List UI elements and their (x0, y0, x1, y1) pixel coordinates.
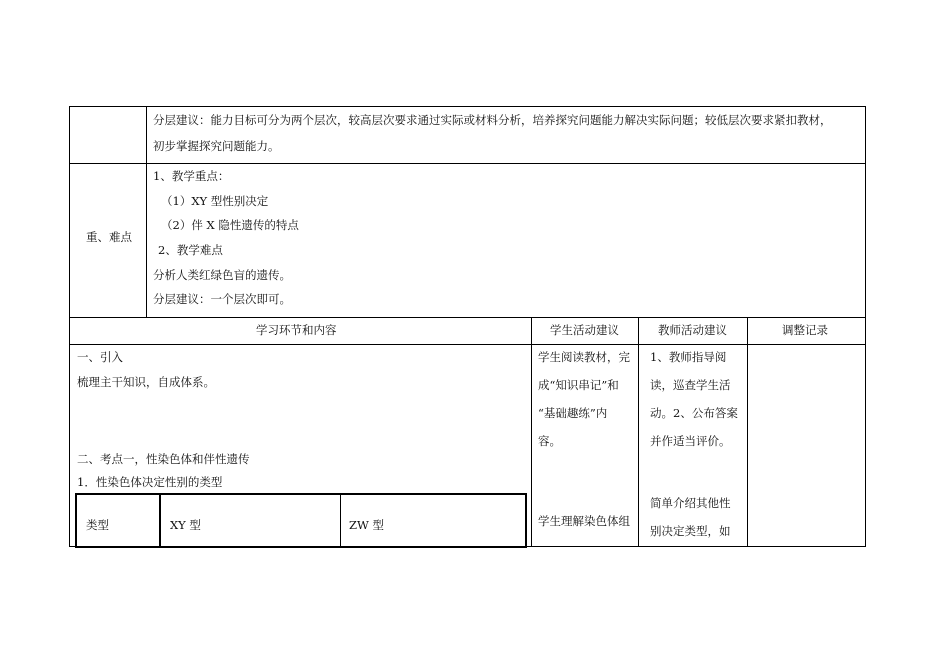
table-border-left (69, 106, 70, 547)
inner-table-type-label: 类型 (86, 518, 109, 532)
key-points-label: 重、难点 (86, 230, 132, 244)
label-column-divider (146, 106, 147, 317)
student-activity-line: 容。 (538, 434, 561, 448)
layer-suggestion-line1: 分层建议：能力目标可分为两个层次，较高层次要求通过实际或材料分析，培养探究问题能力解决实际问题；较低层次要求紧扣教材， (153, 113, 832, 127)
intro-title: 一、引入 (77, 350, 123, 364)
inner-table (75, 493, 527, 548)
student-activity-line: 成“知识串记”和 (538, 378, 619, 392)
column-divider-record (747, 317, 748, 546)
header-student: 学生活动建议 (550, 323, 619, 337)
student-activity-line-bottom: 学生理解染色体组 (538, 514, 630, 528)
difficult-point-item: 分析人类红绿色盲的遗传。 (153, 268, 291, 282)
teacher-activity-line: 动。2、公布答案 (650, 406, 738, 420)
teacher-activity-line: 并作适当评价。 (650, 434, 731, 448)
teacher-activity-line: 1、教师指导阅 (650, 350, 727, 364)
inner-table-xy-label: XY 型 (170, 518, 201, 532)
inner-table-divider-1 (159, 493, 161, 548)
column-divider-student (531, 317, 532, 546)
table-border-top (69, 106, 866, 107)
sub1-title: 1．性染色体决定性别的类型 (77, 475, 223, 489)
teacher-activity-line-bottom: 简单介绍其他性 (650, 496, 731, 510)
section2-title: 二、考点一，性染色体和伴性遗传 (77, 452, 250, 466)
header-content: 学习环节和内容 (256, 323, 337, 337)
inner-table-zw-label: ZW 型 (349, 518, 384, 532)
teacher-activity-line: 读，巡查学生活 (650, 378, 731, 392)
layer-suggestion-line2: 初步掌握探究问题能力。 (153, 139, 280, 153)
key-point-item-2: （2）伴 X 隐性遗传的特点 (161, 218, 299, 232)
key-points-layer-suggestion: 分层建议：一个层次即可。 (153, 292, 291, 306)
key-point-heading: 1、教学重点： (153, 169, 230, 183)
header-record: 调整记录 (782, 323, 828, 337)
inner-table-divider-2 (340, 493, 341, 548)
intro-text: 梳理主干知识，自成体系。 (77, 375, 215, 389)
teacher-activity-line-bottom: 别决定类型，如 (650, 524, 731, 538)
student-activity-line: “基础趣练”内 (538, 406, 608, 420)
difficult-point-heading: 2、教学难点 (158, 243, 223, 257)
row-divider-1 (69, 163, 866, 164)
column-divider-teacher (638, 317, 639, 546)
student-activity-line: 学生阅读教材，完 (538, 350, 630, 364)
table-border-right (865, 106, 866, 547)
key-point-item-1: （1）XY 型性别决定 (161, 194, 269, 208)
header-teacher: 教师活动建议 (658, 323, 727, 337)
